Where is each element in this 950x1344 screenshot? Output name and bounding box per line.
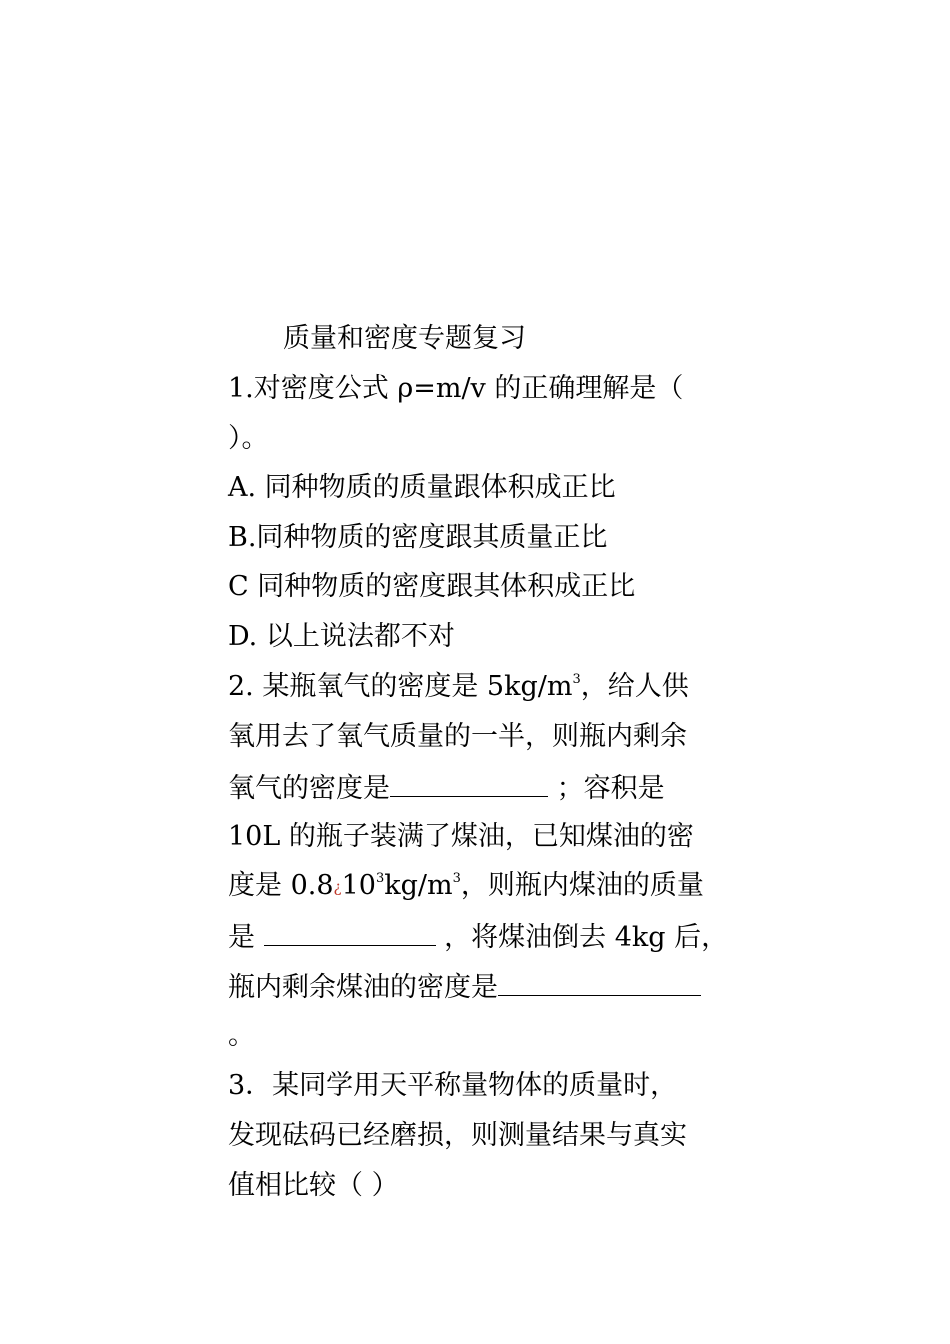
- q2-line-3: [228, 770, 665, 806]
- q1-option-c: C 同种物质的密度跟其体积成正比: [228, 571, 636, 602]
- q2-line-8: 。: [228, 1020, 255, 1051]
- q2-line-7-text: 瓶内剩余煤油的密度是: [228, 972, 498, 1003]
- q2-line-1-tail: ，给人供: [580, 671, 689, 702]
- q3-line-2: 发现砝码已经磨损，则测量结果与真实: [228, 1120, 687, 1151]
- q2-line-5: [228, 869, 704, 904]
- q2-line-5-unit: kg/m: [384, 870, 453, 901]
- exponent-superscript: 3: [375, 871, 385, 886]
- answer-blank-1[interactable]: [390, 770, 548, 797]
- answer-blank-3[interactable]: [498, 969, 701, 996]
- q2-line-4: 10L 的瓶子装满了煤油，已知煤油的密: [228, 821, 694, 852]
- q2-line-1-text: 2. 某瓶氧气的密度是 5kg/m: [228, 671, 573, 702]
- q2-line-7: [228, 969, 701, 1005]
- q2-line-5-tail: ，则瓶内煤油的质量: [460, 870, 704, 901]
- q2-line-2: 氧用去了氧气质量的一半，则瓶内剩余: [228, 721, 687, 752]
- q2-line-6-text: 是: [228, 922, 264, 953]
- q1-stem-line-1: 1.对密度公式 ρ=m/v 的正确理解是（: [228, 373, 684, 404]
- q2-line-3-tail: ；容积是: [548, 773, 665, 804]
- q1-option-d: D. 以上说法都不对: [228, 621, 455, 652]
- q2-line-1: [228, 670, 689, 704]
- q2-line-6: [228, 919, 728, 955]
- q2-line-5-text: 度是 0.8: [228, 870, 334, 901]
- cubic-superscript-2: 3: [452, 871, 461, 886]
- q1-stem-line-2: ）。: [228, 423, 269, 454]
- cubic-superscript: 3: [572, 672, 581, 687]
- q2-line-3-text: 氧气的密度是: [228, 773, 390, 804]
- q2-line-5-ten: 10: [341, 870, 376, 901]
- q3-line-3: 值相比较（ ）: [228, 1170, 399, 1201]
- garbled-glyph: ¿: [333, 878, 342, 896]
- answer-blank-2[interactable]: [264, 919, 436, 946]
- q1-option-a: A. 同种物质的质量跟体积成正比: [228, 472, 616, 503]
- page-title: 质量和密度专题复习: [283, 323, 526, 354]
- q3-line-1: 3．某同学用天平称量物体的质量时，: [228, 1070, 678, 1101]
- q1-option-b: B.同种物质的密度跟其质量正比: [228, 522, 608, 553]
- q2-line-6-tail: ，将煤油倒去 4kg 后，: [435, 922, 729, 953]
